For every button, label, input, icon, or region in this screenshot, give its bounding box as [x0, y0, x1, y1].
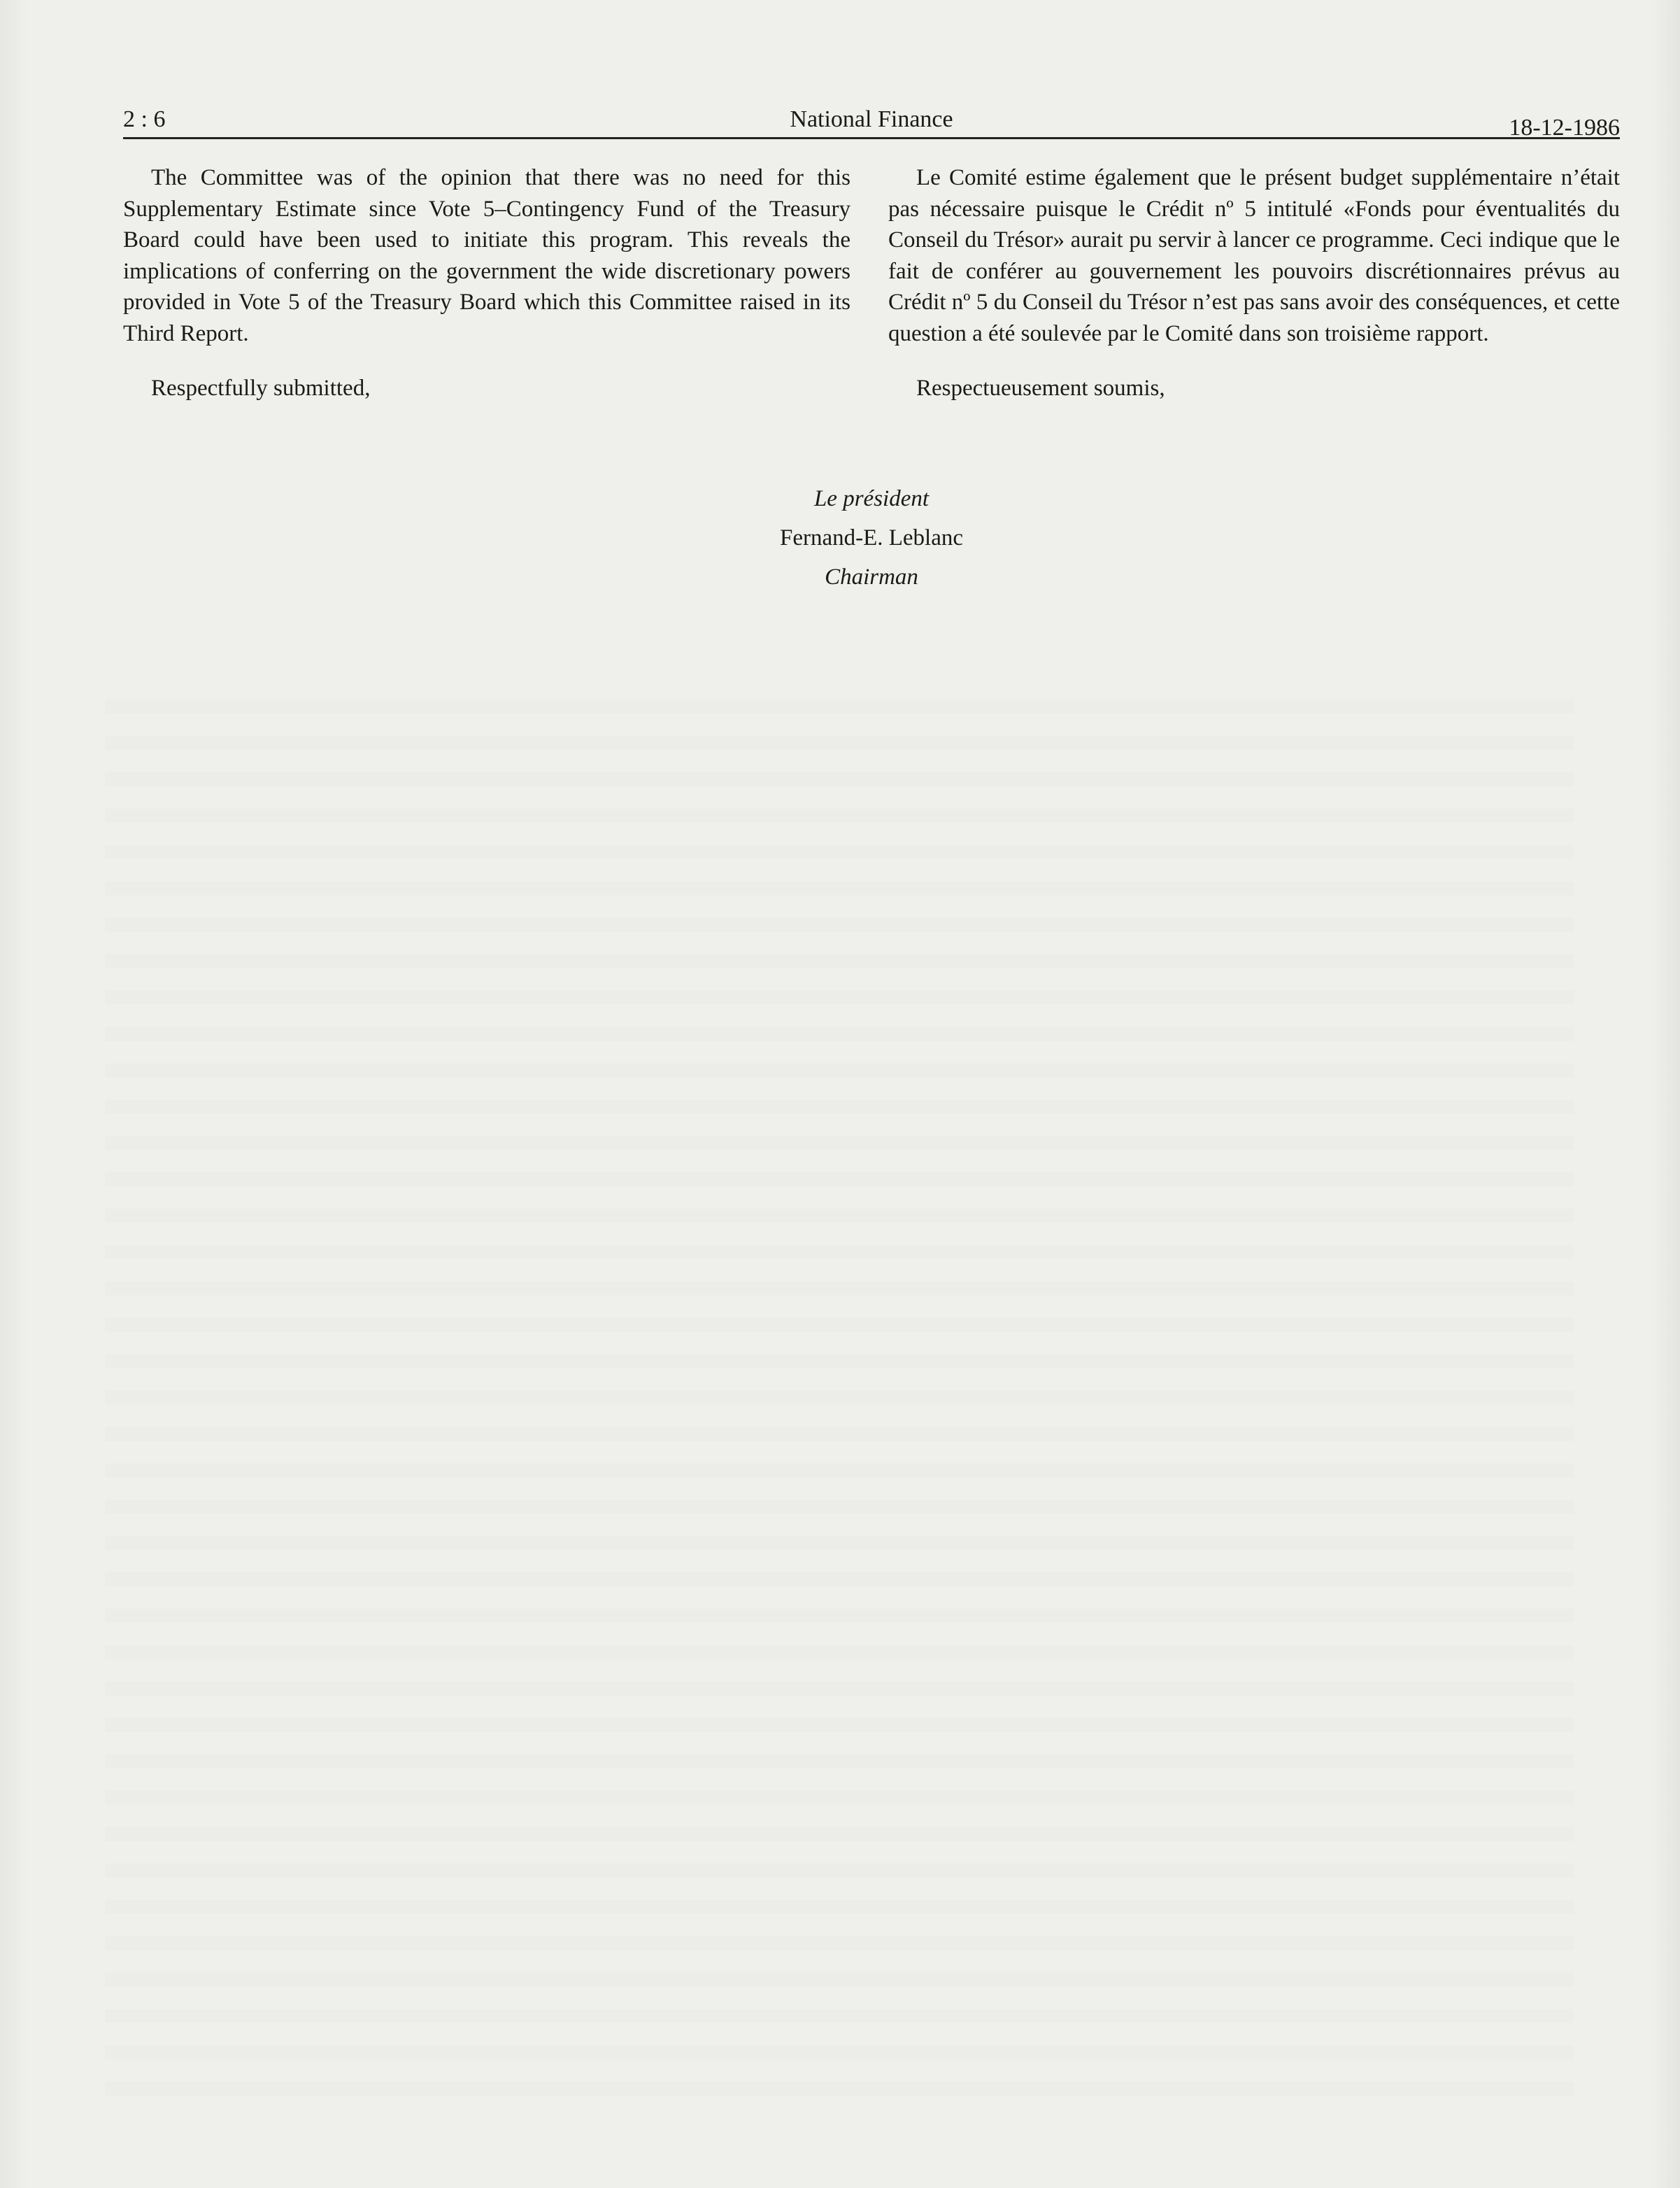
page-number: 2 : 6 — [123, 106, 166, 132]
french-closing: Respectueusement soumis, — [916, 376, 1165, 401]
header-date: 18-12-1986 — [1509, 115, 1620, 141]
english-closing: Respectfully submitted, — [151, 376, 371, 401]
chairman-name: Fernand-E. Leblanc — [779, 525, 964, 550]
french-column — [888, 162, 1620, 404]
english-column — [123, 162, 850, 404]
chairman-title-fr: Le président — [813, 486, 930, 511]
english-paragraph: The Committee was of the opinion that there was no need for this Supplementary Estimate since Vote 5–Contingency Fund of the Treasury Board could have been used to initiate this program. This reveals the implications of conferring on the government the wide discretionary powers provided in Vote 5 of the Treasury Board which this Committee raised in its Third Report. — [123, 165, 850, 346]
page-header — [123, 88, 1620, 139]
chairman-title-en: Chairman — [825, 564, 918, 590]
signature-block — [123, 479, 1620, 597]
show-through-background — [105, 699, 1574, 2098]
publication-title: National Finance — [790, 106, 953, 132]
french-paragraph: Le Comité estime également que le présent budget supplémentaire n’était pas nécessaire puisque le Crédit nº 5 intitulé «Fonds pour éventualités du Conseil du Trésor» aurait pu servir à lancer ce programme. Ceci indique que le fait de conférer au gouvernement les pouvoirs discrétionnaires prévus au Crédit nº 5 du Conseil du Trésor n’est pas sans avoir des conséquences, et cette question a été soulevée par le Comité dans son troisième rapport. — [888, 165, 1620, 346]
